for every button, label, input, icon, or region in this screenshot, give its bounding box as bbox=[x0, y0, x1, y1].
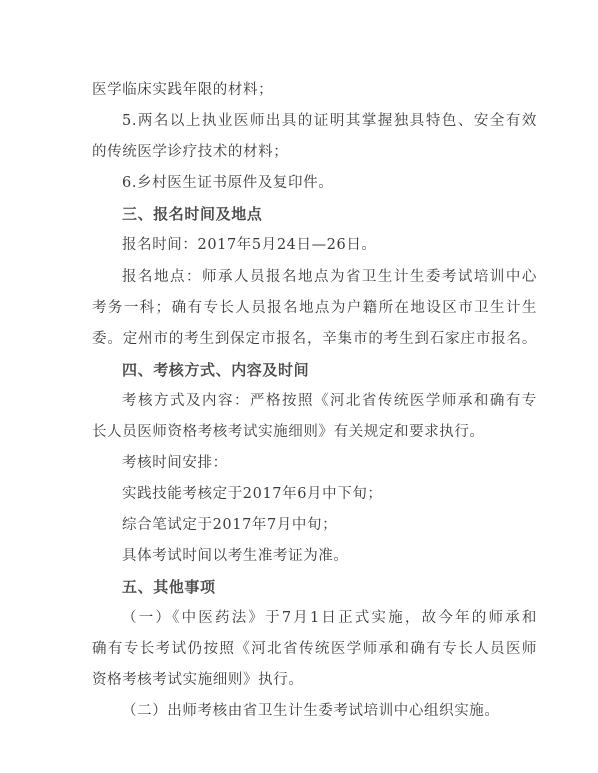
other-item-1: （一）《中医药法》于7月1日正式实施，故今年的师承和 bbox=[122, 610, 537, 626]
written-exam-time: 综合笔试定于2017年7月中旬； bbox=[122, 517, 338, 533]
section-heading-5: 五、其他事项 bbox=[122, 578, 216, 596]
list-item-5: 5.两名以上执业医师出具的证明其掌握独具特色、安全有效 bbox=[122, 113, 537, 129]
paragraph-line: 确有专长考试仍按照《河北省传统医学师承和确有专长人员医师 bbox=[92, 641, 537, 657]
registration-time: 报名时间：2017年5月24日—26日。 bbox=[122, 237, 377, 253]
list-item-6: 6.乡村医生证书原件及复印件。 bbox=[122, 175, 334, 191]
assessment-schedule-label: 考核时间安排： bbox=[122, 455, 228, 471]
section-heading-4: 四、考核方式、内容及时间 bbox=[122, 361, 310, 379]
section-heading-3: 三、报名时间及地点 bbox=[122, 205, 263, 223]
other-item-2: （二）出师考核由省卫生计生委考试培训中心组织实施。 bbox=[122, 703, 500, 719]
paragraph-line: 委。定州市的考生到保定市报名，辛集市的考生到石家庄市报名。 bbox=[92, 331, 537, 347]
paragraph-line: 的传统医学诊疗技术的材料； bbox=[92, 144, 289, 160]
paragraph-line: 资格考核考试实施细则》执行。 bbox=[92, 672, 304, 688]
registration-location: 报名地点：师承人员报名地点为省卫生计生委考试培训中心 bbox=[122, 269, 537, 285]
practical-exam-time: 实践技能考核定于2017年6月中下旬； bbox=[122, 486, 383, 502]
paragraph-line: 长人员医师资格考核考试实施细则》有关规定和要求执行。 bbox=[92, 424, 485, 440]
exam-time-note: 具体考试时间以考生准考证为准。 bbox=[122, 548, 349, 564]
paragraph-line: 医学临床实践年限的材料； bbox=[92, 82, 274, 98]
assessment-method: 考核方式及内容：严格按照《河北省传统医学师承和确有专 bbox=[122, 393, 537, 409]
paragraph-line: 考务一科；确有专长人员报名地点为户籍所在地设区市卫生计生 bbox=[92, 300, 537, 316]
